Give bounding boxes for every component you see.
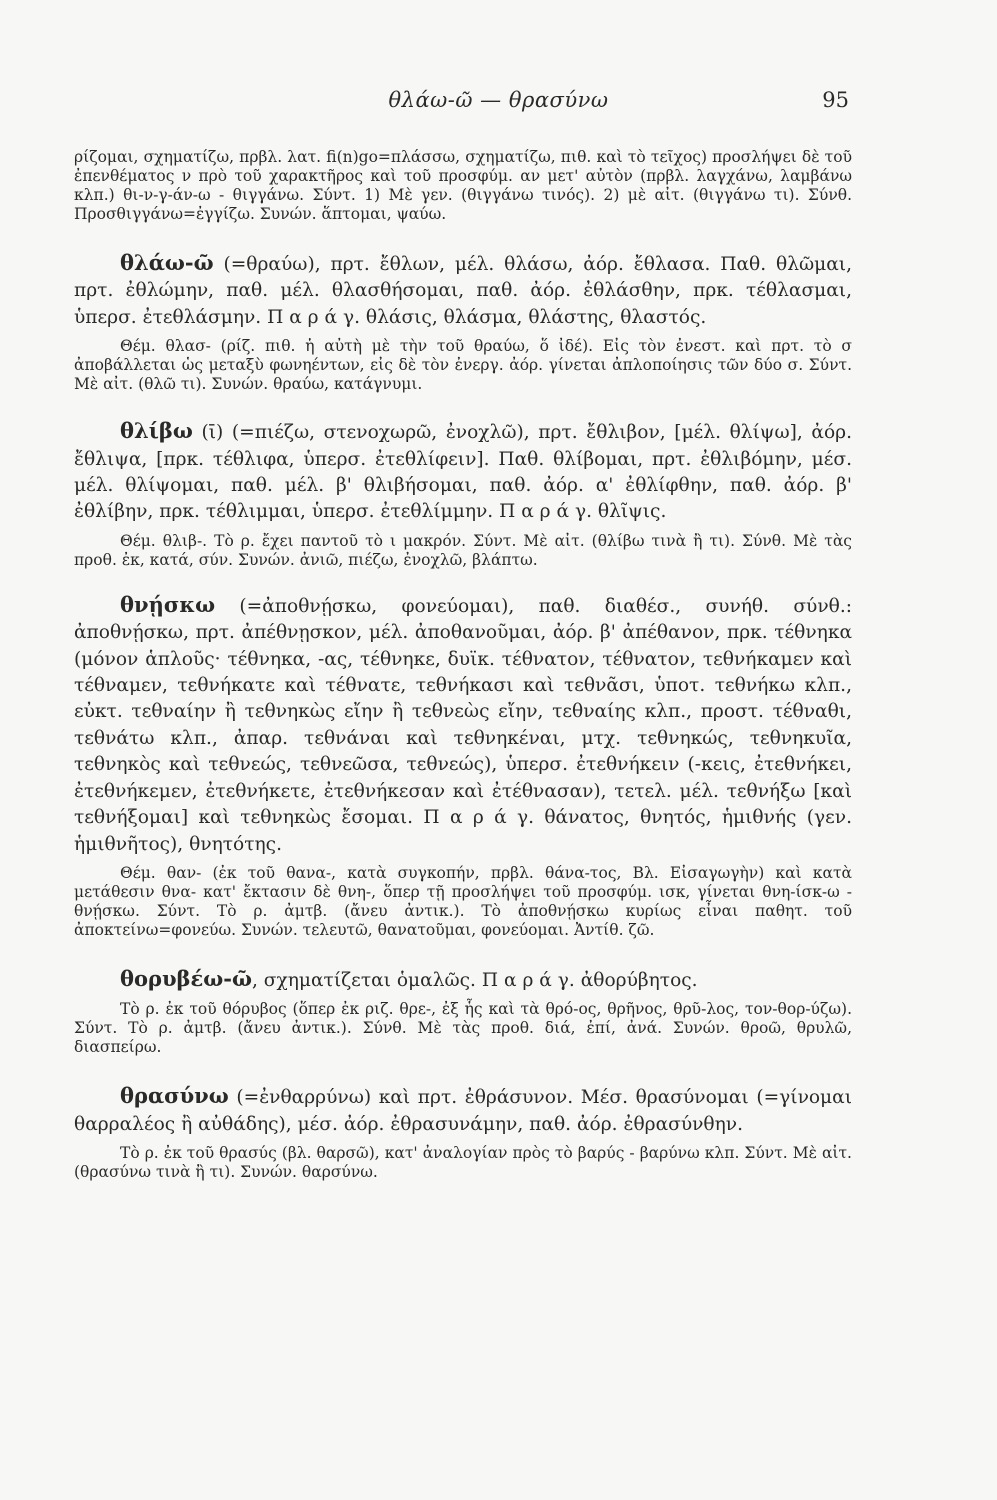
entry-note: Θέμ. θλασ- (ρίζ. πιθ. ἡ αὐτὴ μὲ τὴν τοῦ θραύω, ὅ ἰδέ). Εἰς τὸν ἐνεστ. καὶ πρτ. τὸ σ ἀποβάλλεται ὡς μεταξὺ φωνηέντων, εἰς δὲ τὸν ἐνεργ. ἀόρ. γίνεται ἀπλοποίησις τῶν δύο σ. Σύντ. Μὲ αἰτ. (θλῶ τι). Συνών. θραύω, κατάγνυμι. <box>74 337 852 394</box>
running-head <box>0 88 997 118</box>
entry-headword: θνῄσκω <box>120 591 216 617</box>
entry-note: Τὸ ρ. ἐκ τοῦ θρασύς (βλ. θαρσῶ), κατ' ἀναλογίαν πρὸς τὸ βαρύς - βαρύνω κλπ. Σύντ. Μὲ αἰτ. (θρασύνω τινὰ ἢ τι). Συνών. θαρσύνω. <box>74 1144 852 1182</box>
entry-headword: θλίβω <box>120 418 193 444</box>
entry-thnisko <box>74 592 852 940</box>
entry-note: Τὸ ρ. ἐκ τοῦ θόρυβος (ὅπερ ἐκ ριζ. θρε-, ἐξ ἧς καὶ τὰ θρό-ος, θρῆνος, θρῦ-λος, τον-θορ-ύζω). Σύντ. Τὸ ρ. ἀμτβ. (ἄνευ ἀντικ.). Σύνθ. Μὲ τὰς προθ. διά, ἐπί, ἀνά. Συνών. θροῶ, θρυλῶ, διασπείρω. <box>74 1000 852 1057</box>
entry-main-text <box>74 592 852 858</box>
entry-headword: θλάω-ῶ <box>120 250 214 275</box>
entry-main-text <box>74 1083 852 1138</box>
entry-main-text <box>74 418 852 526</box>
entry-definition: , σχηματίζεται ὁμαλῶς. Π α ρ ά γ. ἀθορύβητος. <box>251 969 698 991</box>
entry-main-text <box>74 966 852 994</box>
entry-note: Θέμ. θαν- (ἐκ τοῦ θανα-, κατὰ συγκοπήν, πρβλ. θάνα-τος, Βλ. Εἰσαγωγὴν) καὶ κατὰ μετάθεσιν θνα- κατ' ἔκτασιν δὲ θνη-, ὅπερ τῇ προσλήψει τοῦ προσφύμ. ισκ, γίνεται θνη-ίσκ-ω - θνῄσκω. Σύντ. Τὸ ρ. ἀμτβ. (ἄνευ ἀντικ.). Τὸ ἀποθνῄσκω κυρίως εἶναι παθητ. τοῦ ἀποκτείνω=φονεύω. Συνών. τελευτῶ, θανατοῦμαι, φονεύομαι. Ἀντίθ. ζῶ. <box>74 863 852 939</box>
entry-definition: (ῑ) (=πιέζω, στενοχωρῶ, ἐνοχλῶ), πρτ. ἔθλιβον, [μέλ. θλίψω], ἀόρ. ἔθλιψα, [πρκ. τέθλιφα, ὑπερσ. ἐτεθλίφειν]. Παθ. θλίβομαι, πρτ. ἐθλιβόμην, μέσ. μέλ. θλίψομαι, παθ. μέλ. β' θλιβήσομαι, παθ. ἀόρ. α' ἐθλίφθην, παθ. ἀόρ. β' ἐθλίβην, πρκ. τέθλιμμαι, ὑπερσ. ἐτεθλίμμην. Π α ρ ά γ. θλῖψις. <box>74 422 852 523</box>
entry-headword: θρασύνω <box>120 1083 229 1109</box>
entry-thrasyno <box>74 1083 852 1182</box>
entry-definition: (=ἐνθαρρύνω) καὶ πρτ. ἐθράσυνον. Μέσ. θρασύνομαι (=γίνομαι θαρραλέος ἢ αὐθάδης), μέσ. ἀόρ. ἐθρασυνάμην, παθ. ἀόρ. ἐθρασύνθην. <box>74 1087 852 1135</box>
page-body <box>74 148 852 1182</box>
page-number: 95 <box>822 88 849 112</box>
entry-thlibo <box>74 418 852 570</box>
continued-note: ρίζομαι, σχηματίζω, πρβλ. λατ. fi(n)go=πλάσσω, σχηματίζω, πιθ. καὶ τὸ τεῖχος) προσλήψει δὲ τοῦ ἐπενθέματος ν πρὸ τοῦ χαρακτῆρος καὶ τοῦ προσφύμ. αν μετ' αὐτὸν (πρβλ. λαγχάνω, λαμβάνω κλπ.) θι-ν-γ-άν-ω - θιγγάνω. Σύντ. 1) Μὲ γεν. (θιγγάνω τινός). 2) μὲ αἰτ. (θιγγάνω τι). Σύνθ. Προσθιγγάνω=ἐγγίζω. Συνών. ἅπτομαι, ψαύω. <box>74 148 852 223</box>
entry-thorybeo <box>74 966 852 1057</box>
entry-definition: (=ἀποθνῄσκω, φονεύομαι), παθ. διαθέσ., συνήθ. σύνθ.: ἀποθνῄσκω, πρτ. ἀπέθνῃσκον, μέλ. ἀποθανοῦμαι, ἀόρ. β' ἀπέθανον, πρκ. τέθνηκα (μόνον ἁπλοῦς· τέθνηκα, -ας, τέθνηκε, δυϊκ. τέθνατον, τέθνατον, τεθνήκαμεν καὶ τέθναμεν, τεθνήκατε καὶ τέθνατε, τεθνήκασι καὶ τεθνᾶσι, ὑποτ. τεθνήκω κλπ., εὐκτ. τεθναίην ἢ τεθνηκὼς εἴην ἢ τεθνεὼς εἴην, τεθναίης κλπ., προστ. τέθναθι, τεθνάτω κλπ., ἀπαρ. τεθνάναι καὶ τεθνηκέναι, μτχ. τεθνηκώς, τεθνηκυῖα, τεθνηκὸς καὶ τεθνεώς, τεθνεῶσα, τεθνεώς), ὑπερσ. ἐτεθνήκειν (-κεις, ἐτεθνήκει, ἐτεθνήκεμεν, ἐτεθνήκετε, ἐτεθνήκεσαν καὶ ἐτέθνασαν), τετελ. μέλ. τεθνήξω [καὶ τεθνήξομαι] καὶ τεθνηκὼς ἔσομαι. Π α ρ ά γ. θάνατος, θνητός, ἡμιθνής (γεν. ἡμιθνῆτος), θνητότης. <box>74 595 852 855</box>
entry-definition: (=θραύω), πρτ. ἔθλων, μέλ. θλάσω, ἀόρ. ἔθλασα. Παθ. θλῶμαι, πρτ. ἐθλώμην, παθ. μέλ. θλασθήσομαι, παθ. ἀόρ. ἐθλάσθην, πρκ. τέθλασμαι, ὑπερσ. ἐτεθλάσμην. Π α ρ ά γ. θλάσις, θλάσμα, θλάστης, θλαστός. <box>74 254 852 328</box>
entry-headword: θορυβέω-ῶ <box>120 965 252 991</box>
entry-thlao <box>74 250 852 394</box>
entry-main-text <box>74 250 852 331</box>
page-header-title: θλάω-ῶ — θρασύνω <box>388 88 609 112</box>
entry-note: Θέμ. θλιβ-. Τὸ ρ. ἔχει παντοῦ τὸ ι μακρόν. Σύντ. Μὲ αἰτ. (θλίβω τινὰ ἢ τι). Σύνθ. Μὲ τὰς προθ. ἐκ, κατά, σύν. Συνών. ἀνιῶ, πιέζω, ἐνοχλῶ, βλάπτω. <box>74 531 852 569</box>
